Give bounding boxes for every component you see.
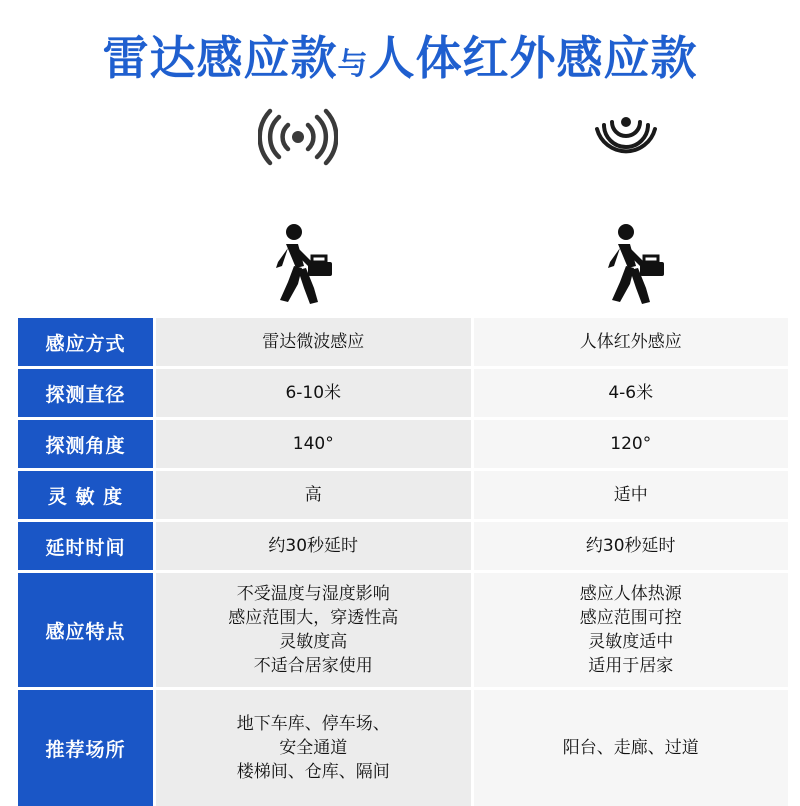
infrared-value: 适中 — [471, 471, 789, 519]
infrared-value: 约30秒延时 — [471, 522, 789, 570]
row-label: 延时时间 — [18, 522, 153, 570]
row-label: 探测直径 — [18, 369, 153, 417]
radar-value: 地下车库、停车场、 安全通道 楼梯间、仓库、隔间 — [153, 690, 471, 806]
page-title — [0, 22, 800, 88]
comparison-table — [18, 318, 788, 806]
table-row — [18, 471, 788, 522]
infrared-wave-icon — [594, 110, 658, 156]
infrared-value: 阳台、走廊、过道 — [471, 690, 789, 806]
row-label: 探测角度 — [18, 420, 153, 468]
row-label: 灵 敏 度 — [18, 471, 153, 519]
title-conjunction: 与 — [337, 47, 369, 82]
row-label: 感应特点 — [18, 573, 153, 687]
infrared-value: 感应人体热源 感应范围可控 灵敏度适中 适用于居家 — [471, 573, 789, 687]
table-row — [18, 369, 788, 420]
radar-value: 6-10米 — [153, 369, 471, 417]
infrared-value: 人体红外感应 — [471, 318, 789, 366]
infrared-value: 4-6米 — [471, 369, 789, 417]
radar-value: 高 — [153, 471, 471, 519]
row-label: 推荐场所 — [18, 690, 153, 806]
radar-value: 不受温度与湿度影响 感应范围大，穿透性高 灵敏度高 不适合居家使用 — [153, 573, 471, 687]
table-row — [18, 420, 788, 471]
table-row — [18, 318, 788, 369]
row-label: 感应方式 — [18, 318, 153, 366]
radar-value: 140° — [153, 420, 471, 468]
infrared-value: 120° — [471, 420, 789, 468]
walking-person-icon — [590, 222, 670, 306]
title-infrared: 人体红外感应款 — [368, 31, 698, 85]
radar-value: 约30秒延时 — [153, 522, 471, 570]
title-radar: 雷达感应款 — [102, 31, 338, 85]
radar-value: 雷达微波感应 — [153, 318, 471, 366]
walking-person-icon — [258, 222, 338, 306]
table-row — [18, 522, 788, 573]
table-row — [18, 573, 788, 690]
radar-wave-icon — [258, 108, 338, 166]
table-row — [18, 690, 788, 806]
